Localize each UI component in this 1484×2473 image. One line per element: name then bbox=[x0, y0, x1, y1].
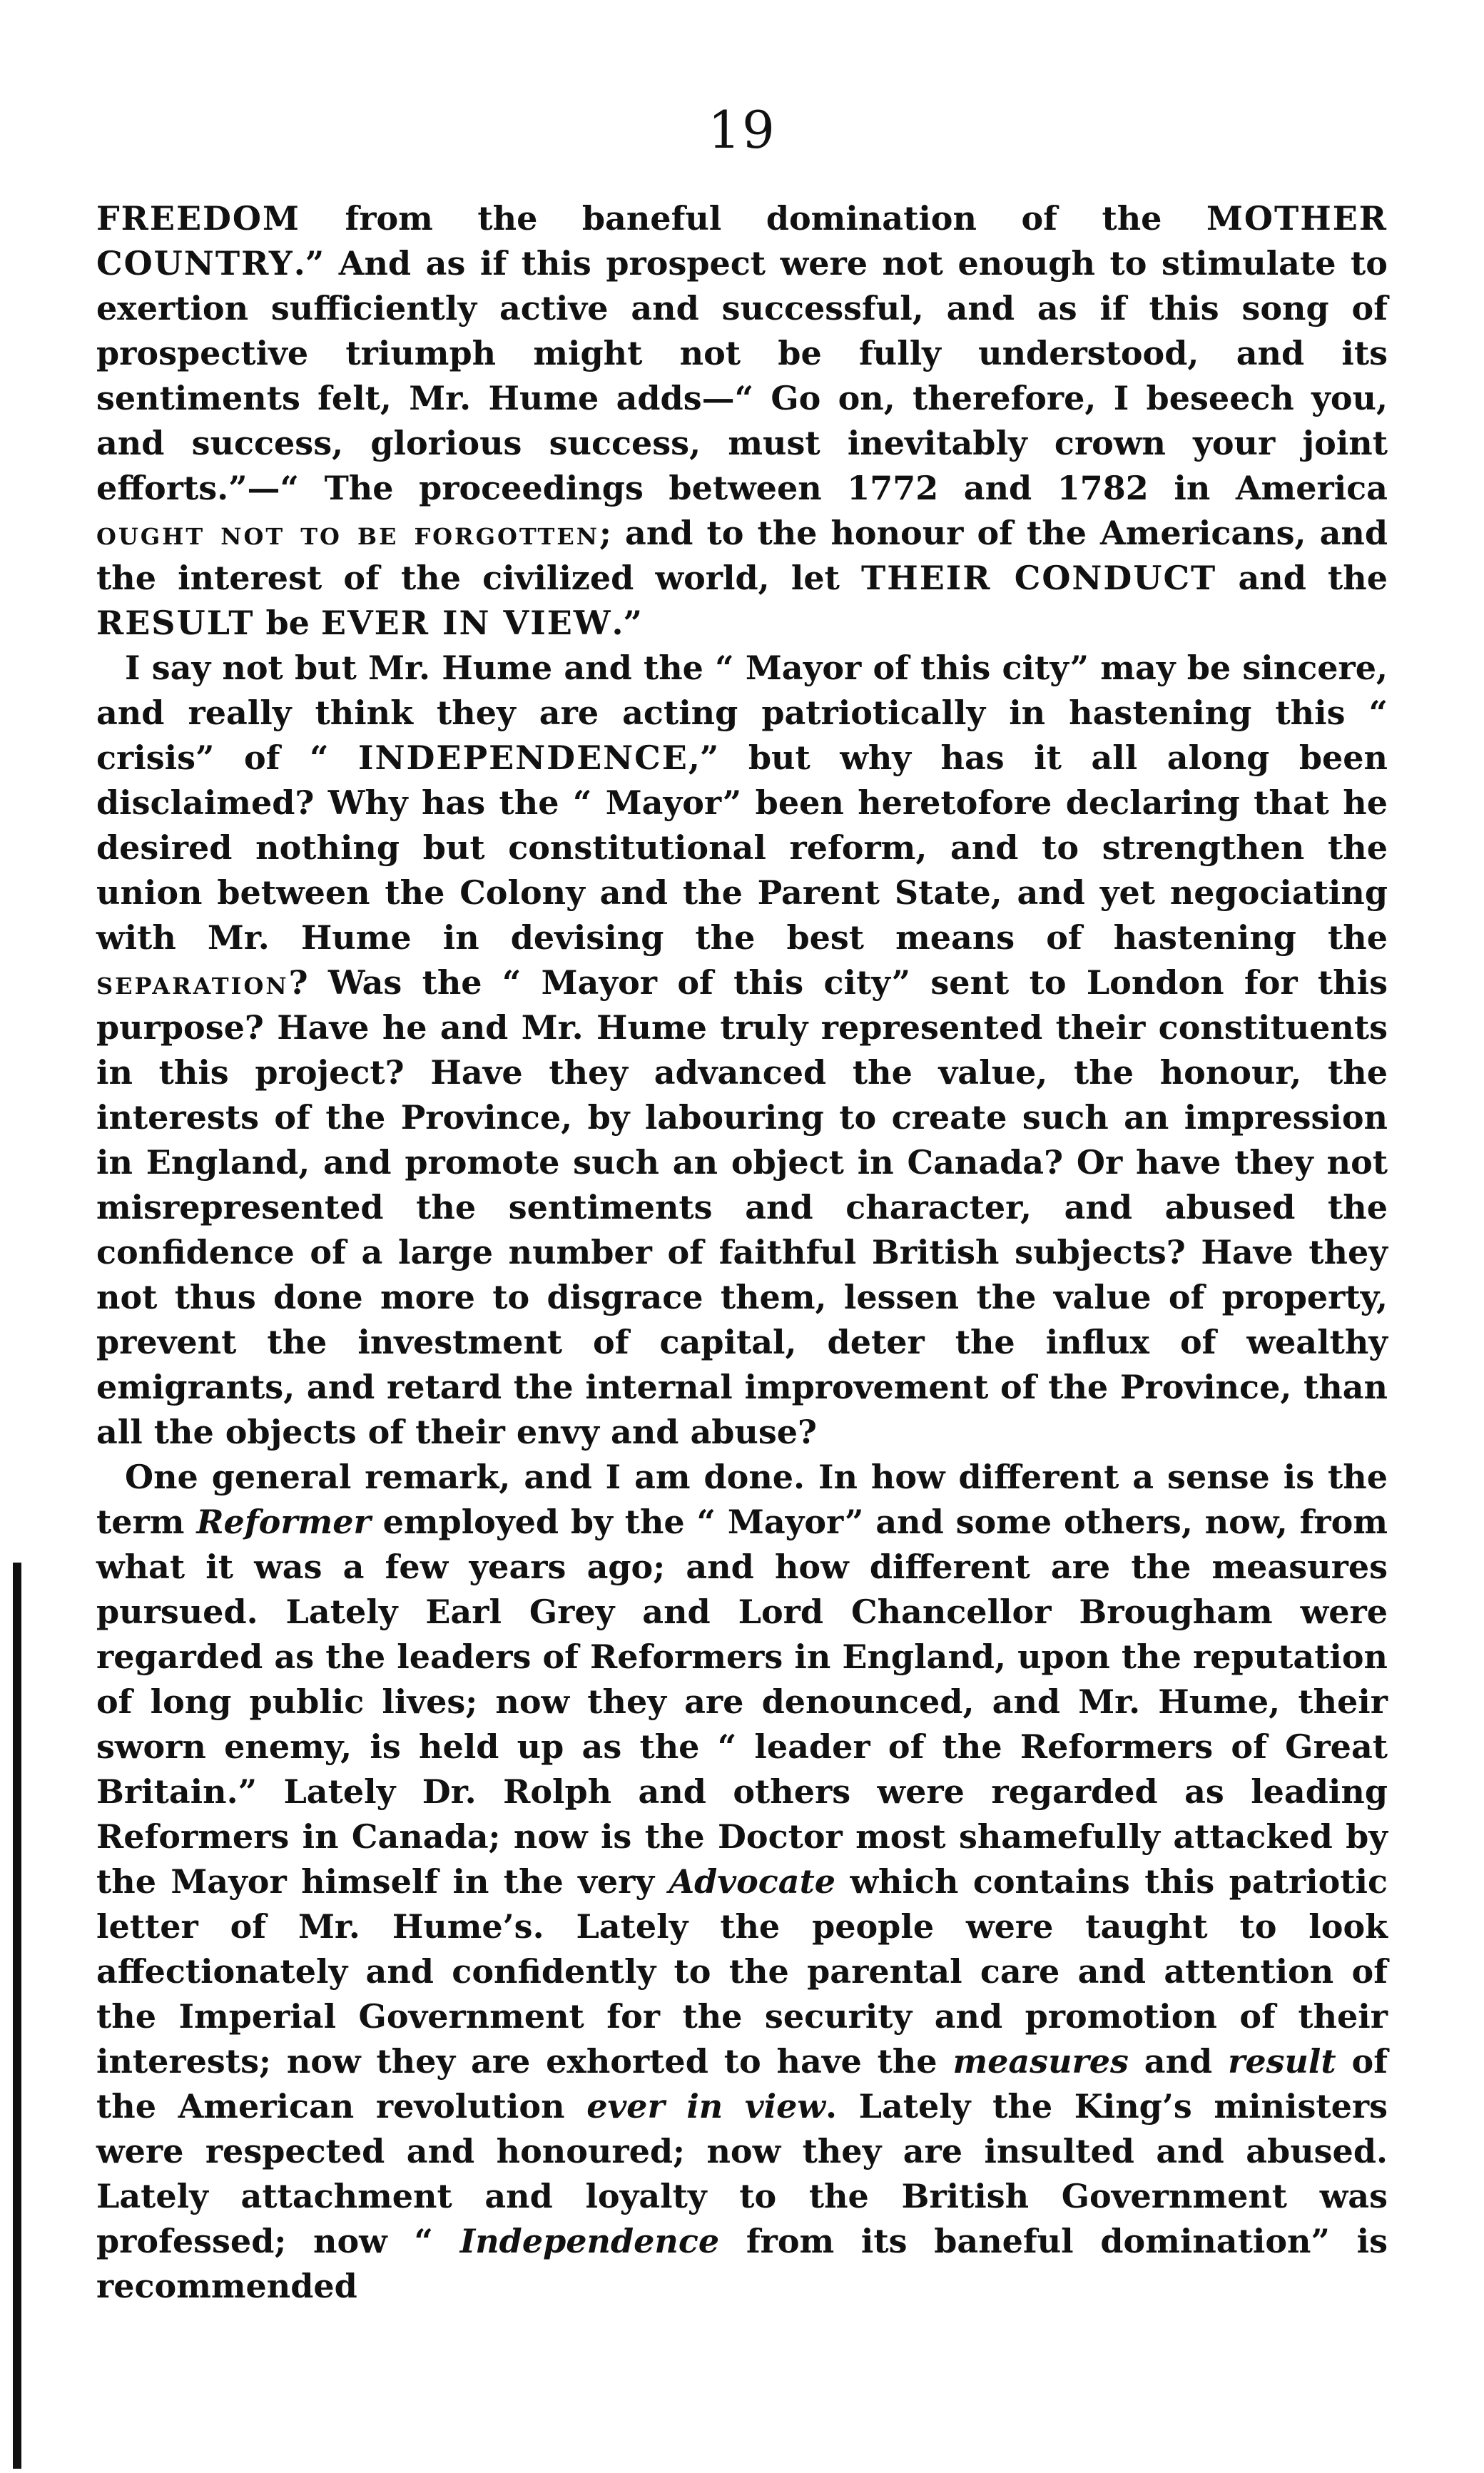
segment: EVER IN VIEW bbox=[320, 604, 612, 642]
segment: One general remark, and I am done. In how different a sense is the term bbox=[96, 1458, 1388, 1541]
segment: from the baneful domination of the bbox=[300, 199, 1207, 238]
segment: ; and to the honour of the Americans, and the interest of the civilized world, let bbox=[96, 514, 1388, 597]
segment: and bbox=[1128, 2042, 1229, 2081]
segment: ever in view bbox=[586, 2087, 825, 2126]
segment: RESULT bbox=[96, 604, 255, 642]
segment: Advocate bbox=[669, 1862, 836, 1901]
segment: .” And as if this prospect were not enough to stimulate to exertion sufficiently active and successful, and as if this song of prospective triumph might not be fully understood, and its sentiments felt, Mr. Hume adds—“ Go on, therefore, I beseech you, and success, glorious success, must inevitably crown your joint efforts.”—“ The proceedings between 1772 and 1782 in America bbox=[96, 244, 1388, 507]
segment: . Lately the King’s ministers were respected and honoured; now they are insulted and abused. Lately attachment and loyalty to the British Government was professed; now “ bbox=[96, 2087, 1388, 2260]
segment: FREEDOM bbox=[96, 199, 300, 238]
segment: ,” but why has it all along been disclaimed? Why has the “ Mayor” been heretofore declaring that he desired nothing but constitutional reform, and to strengthen the union between the Colony and the Parent State, and yet negociating with Mr. Hume in devising the best means of hastening the bbox=[96, 738, 1388, 957]
segment: and the bbox=[1216, 559, 1388, 597]
segment: Independence bbox=[459, 2222, 720, 2260]
segment: THEIR CONDUCT bbox=[861, 559, 1217, 597]
paragraph-2 bbox=[96, 646, 1388, 1455]
page-body-text bbox=[96, 196, 1388, 2309]
segment: which contains this patriotic letter of Mr. Hume’s. Lately the people were taught to look affectionately and confidently to the parental care and attention of the Imperial Government for the security and promotion of their interests; now they are exhorted to have the bbox=[96, 1862, 1388, 2081]
segment: I say not but Mr. Hume and the “ Mayor of this city” may be sincere, and really think they are acting patriotically in hastening this “ crisis” of “ bbox=[96, 649, 1388, 777]
segment: .” bbox=[611, 604, 642, 642]
margin-rule bbox=[13, 1563, 21, 2469]
segment: employed by the “ Mayor” and some others, now, from what it was a few years ago; and how different are the measures pursued. Lately Earl Grey and Lord Chancellor Brougham were regarded as the leaders of Reformers in England, upon the reputation of long public lives; now they are denounced, and Mr. Hume, their sworn enemy, is held up as the “ leader of the Reformers of Great Britain.” Lately Dr. Rolph and others were regarded as leading Reformers in Canada; now is the Doctor most shamefully attacked by the Mayor himself in the very bbox=[96, 1503, 1388, 1901]
segment: be bbox=[254, 604, 321, 642]
paragraph-3 bbox=[96, 1455, 1388, 2309]
segment: from its baneful domination” is recommended bbox=[96, 2222, 1388, 2305]
segment: ? Was the “ Mayor of this city” sent to London for this purpose? Have he and Mr. Hume truly represented their constituents in this project? Have they advanced the value, the honour, the interests of the Province, by labouring to create such an impression in England, and promote such an object in Canada? Or have they not misrepresented the sentiments and character, and abused the confidence of a large number of faithful British subjects? Have they not thus done more to disgrace them, lessen the value of property, prevent the investment of capital, deter the influx of wealthy emigrants, and retard the internal improvement of the Province, than all the objects of their envy and abuse? bbox=[96, 963, 1388, 1451]
segment: measures bbox=[952, 2042, 1129, 2081]
segment: separation bbox=[96, 963, 289, 1002]
page-number: 19 bbox=[708, 100, 776, 160]
segment: INDEPENDENCE bbox=[357, 738, 688, 777]
paragraph-1 bbox=[96, 196, 1388, 646]
segment: MOTHER COUNTRY bbox=[96, 199, 1388, 283]
segment: result bbox=[1228, 2042, 1336, 2081]
segment: Reformer bbox=[196, 1503, 371, 1541]
segment: of the American revolution bbox=[96, 2042, 1388, 2126]
segment: ought not to be forgotten bbox=[96, 514, 599, 552]
